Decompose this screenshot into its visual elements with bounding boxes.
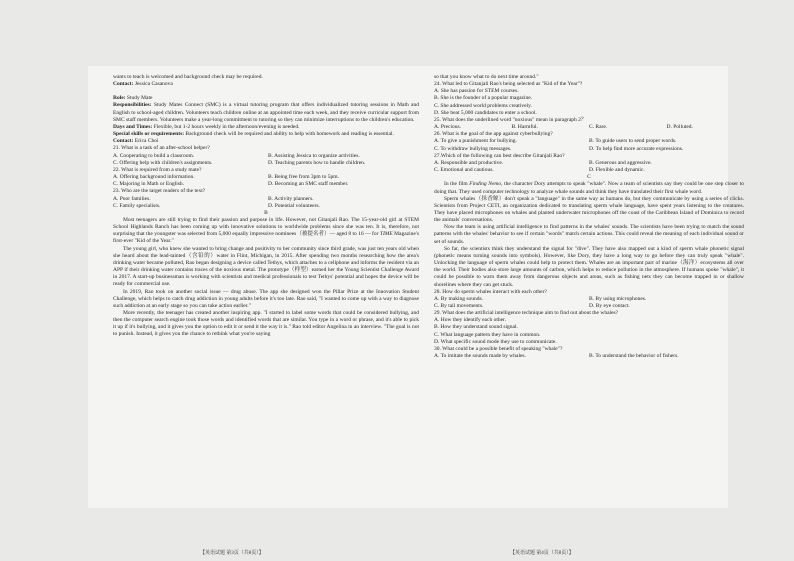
options-row [113,203,419,210]
paragraph-text: In the film [444,181,470,188]
options-row [434,146,744,153]
role-label: Role: [113,95,126,102]
option: C. Offering help with children's assignments. [113,159,213,166]
option: B. By using microphones. [589,295,647,302]
option: B. To guide users to send proper words. [589,138,677,145]
text-line: so that you know what to do next time around." [434,74,539,80]
option: A. Responsible and productive. [434,159,504,166]
option: C. What language pattern they have in common. [434,331,541,338]
magazine-title: TIME [379,231,393,238]
section-heading: B [264,209,268,216]
option: C. She addressed world problems creatively. [434,102,532,109]
contact-name: Jessica Casanova [134,81,173,88]
option: A. By making sounds. [434,295,484,302]
resp-label: Responsibilities: [113,102,152,109]
option: D. Teaching parents how to handle children. [268,159,366,166]
responsibilities [113,102,419,123]
question-23: 23. Who are the target readers of the text? [113,188,206,195]
question-29: 29. What does the artificial intelligence technique aim to find out about the whales? [434,310,619,317]
paragraph-text: , the character Dory attempts to speak "whale". Now a team of scientists say they could be one step closer to doing that. They used computer technology to analyze whale sounds and think they have translated their first whale word. [434,181,744,195]
options-row [113,153,419,160]
question-22: 22. What is required from a study mate? [113,166,202,173]
options-row [113,174,419,181]
question-28: 28. How do sperm whales interact with each other? [434,288,547,295]
contact-label: Contact: [113,138,134,145]
option: B. Being free from 3pm to 5pm. [268,174,339,181]
option: A. Poor families. [113,195,151,202]
film-title: Finding Nemo [469,181,502,188]
options-row [434,167,744,174]
option: D. What specific sound mode they use to communicate. [434,338,557,345]
options-row [113,196,419,203]
days-line [113,124,419,131]
option: A. To give a punishment for bullying. [434,138,517,145]
paragraph: Now the team is using artificial intelligence to find patterns in the whales' sounds. The scientists have been trying to match the sound patterns with the whales' behavior to see if certain "words" match certain actions. This could reveal the meaning of each individual sound or set of sounds. [434,224,744,245]
option: A. Offering background information. [113,174,195,181]
option: B. Generous and aggressive. [589,159,652,166]
question-27: 27.Which of the following can best describe Gitanjali Rao? [434,152,565,159]
option: C. Majoring in Math or English. [113,181,185,188]
options-row [113,160,419,167]
option: B. Harmful. [511,124,538,131]
option: C. To withdraw bullying messages. [434,145,512,152]
option: A. To imitate the sounds made by whales. [434,353,526,360]
option: D. Becoming an SMC staff member. [268,181,349,188]
days-label: Days and Times: [113,123,153,130]
left-column [113,74,419,339]
options-row [434,160,744,167]
paragraph: In 2019, Rao took on another social issue — drug abuse. The app she designed won the Pillar Prize at the Innovation Student Challenge, which helps to catch drug addiction in young adults before it's too late. Rao said, "I wanted to come up with a way to diagnose such addiction at an early stage so you can take action earlier." [113,288,419,309]
days-text: Flexible, but 1-2 hours weekly in the afternoon/evening is needed. [153,123,300,130]
option: B. To understand the behavior of fishers. [589,353,679,360]
paragraph-text: Magazine's first-ever "Kid of the Year." [113,231,419,245]
skills-line [113,131,419,138]
option: A. She has passion for STEM courses. [434,88,519,95]
question-30: 30. What could be a possible benefit of speaking "whale"? [434,345,563,352]
paragraph: Sperm whales（抹香鲸）don't speak a "language" in the same way as humans do, but they communicate by using a series of clicks. Scientists from Project CETI, an organization dedicated to translating sperm whale language, have spent years listening to the creatures. They have placed microphones on whales and planted underwater microphones off the coast of the Caribbean Island of Dominica to record the animals' conversations. [434,195,744,224]
question-21: 21. What is a task of an after-school helper? [113,145,210,152]
option: D. Polluted. [666,124,693,131]
skills-label: Special skills or requirements: [113,131,185,138]
option: D. Flexible and dynamic. [589,167,645,174]
right-column [434,74,744,360]
contact-name: Erica Choi [134,138,159,145]
option: C. Rare. [589,124,608,131]
page-footer: 【英语试题 第4页（共8页）】 [510,551,574,556]
option: C. Family specialists. [113,202,161,209]
resp-text: Study Mates Connect (SMC) is a virtual tutoring program that offers individualized tutoring sessions in Math and English to school-aged children. Volunteers teach children online at an appointed time each week, and they receive curricular support from SMC staff members. Volunteers make a year-long commitment to tutoring so they can minimize interruptions to the children's education. [113,102,420,123]
option: D. To help find more accurate expressions. [589,145,684,152]
paragraph: So far, the scientists think they understand the signal for "dive". They have also mapped out a kind of sperm whale phonetic signal (phonetic means turning sounds into symbols). However, like Dory, they have a long way to go before they can truly speak "whale". Unlocking the language of sperm whales could help to protect them. Whales are an important part of marine（海洋）ecosystems all over the world. Their bodies also store large amounts of carbon, which helps to reduce pollution in the atmosphere. If humans spoke "whale", it could be possible to warn them away from dangerous objects and areas, such as fishing nets they can become trapped in or shallow shorelines where they can get stuck. [434,245,744,288]
options-row [434,296,744,303]
paragraph [113,217,419,246]
option: B. Assisting Jessica to organize activities. [268,152,360,159]
paragraph-text: Most teenagers are still trying to find their passion and purpose in life. However, not Gitanjali Rao. The 15-year-old girl at STEM School Highlands Ranch has been coming up with innovative solutions to worldwide problems since she was ten. It is, therefore, not surprising that the youngster was selected from 5,000 equally impressive nominees（被提名者）— aged 8 to 16 — for [113,216,419,238]
options-row [434,353,744,360]
option: C. By tail movements. [434,303,484,309]
option: B. Activity planners. [268,195,314,202]
skills-text: Background check will be required and ability to help with homework and reading is essential. [185,131,394,138]
options-row [434,138,744,145]
option: B. She is the founder of a popular magazine. [434,95,533,102]
section-heading: C [587,174,591,181]
paragraph: The young girl, who knew she wanted to bring change and positivity to her community since third grade, was just ten years old when she heard about the lead-tainted（含铅的）water in Flint, Michigan, in 2015. After spending two months researching how the area's drinking water became polluted, Rao began designing a device called Tethys, which attaches to a cellphone and informs the resident via an APP if their drinking water contains traces of the noxious metal. The prototype（样型）earned her the Young Scientist Challenge Award in 2017. A start-up businessman is working with scientists and medical professionals to test Tethys' potential and hopes the device will be ready for commercial use. [113,245,419,288]
question-24: 24. What led to Gitanjali Rao's being selected as "Kid of the Year"? [434,81,583,88]
option: D. By eye contact. [589,303,630,309]
option: D. She beat 5,000 candidates to enter a school. [434,109,537,116]
text-line: wants to teach is welcomed and background check may be required. [113,74,263,80]
option: B. How they understand sound signal. [434,324,518,331]
question-26: 26. What is the goal of the app against cyberbullying? [434,131,553,138]
question-25: 25. What does the underlined word "noxious" mean in paragraph 2？ [434,116,587,123]
option: A. Cooperating to build a classroom. [113,152,195,159]
contact-label: Contact: [113,81,134,88]
option: D. Potential volunteers. [268,202,320,209]
paragraph: More recently, the teenager has created another inspiring app. "I started to label some words that could be considered bullying, and then the computer search engine took those words and identified words that are similar. You type in a word or phrase, and it's able to pick it up if it's bullying, and it gives you the option to edit it or send it the way it is." Rao told editor Angelina in an interview. "The goal is not to punish. Instead, it gives you the chance to rethink what you're saying [113,310,419,338]
option: A. How they identify each other. [434,317,506,324]
role-value: Study Mate [126,95,153,102]
contact-line [113,81,419,88]
option: A. Precious. [434,124,462,131]
page-footer: 【英语试题 第3页（共8页）】 [200,551,264,556]
paragraph [434,181,744,195]
option: C. Emotional and cautious. [434,167,494,174]
